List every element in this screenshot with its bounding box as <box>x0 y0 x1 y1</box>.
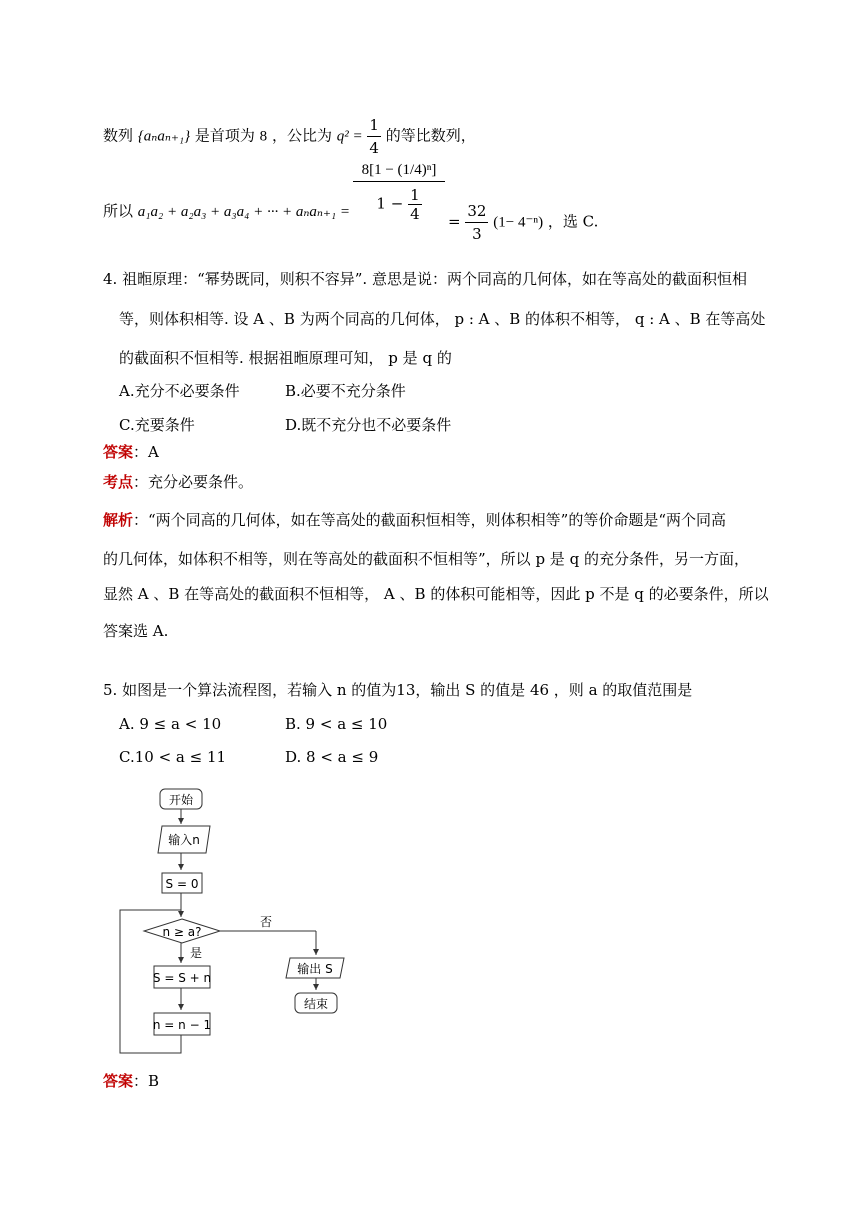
no-label: 否 <box>260 915 273 929</box>
big-fraction <box>353 162 445 223</box>
q4-option-a: A.充分不必要条件 <box>119 382 240 400</box>
topic: ：充分必要条件。 <box>133 473 254 491</box>
den: 4 <box>369 139 379 157</box>
text: 的等比数列， <box>385 126 476 145</box>
math: q² = <box>336 128 363 145</box>
den: 3 <box>472 225 482 243</box>
q4-analysis-3: 显然 A 、B 在等高处的截面积不恒相等， A 、B 的体积可能相等，因此 p 不是 q 的必要条件，所以 <box>103 585 769 603</box>
condition-label: n ≥ a? <box>162 925 202 939</box>
q5-option-c: C.10 < a ≤ 11 <box>119 748 227 766</box>
q4-line3: 的截面积不恒相等. 根据祖暅原理可知， p 是 q 的 <box>119 349 452 367</box>
init-label: S = 0 <box>165 877 199 891</box>
topic-label: 考点 <box>103 473 134 491</box>
sum-equation <box>103 200 350 223</box>
math: {aₙaₙ₊₁} <box>137 128 191 145</box>
small-frac <box>408 186 422 223</box>
q4-analysis-2: 的几何体，如体积不相等，则在等高处的截面积不恒相等”，所以 p 是 q 的充分条件，另一方面， <box>103 550 749 568</box>
analysis-label: 解析 <box>103 511 134 529</box>
q5-answer <box>103 1070 159 1092</box>
q4-option-b: B.必要不充分条件 <box>285 382 406 400</box>
q4-answer <box>103 441 159 463</box>
text: 是首项为 <box>194 126 255 145</box>
flowchart <box>110 780 370 1065</box>
text: 所以 <box>103 202 134 220</box>
result <box>448 200 598 245</box>
text: 1 − <box>376 194 404 213</box>
analysis: ：“两个同高的几何体，如在等高处的截面积恒相等，则体积相等”的等价命题是“两个同高 <box>133 511 727 529</box>
q4-option-d: D.既不充分也不必要条件 <box>285 416 452 434</box>
end-label: 结束 <box>303 997 329 1011</box>
math: (1− 4⁻ⁿ) <box>493 214 544 231</box>
math: a₁a₂ + a₂a₃ + a₃a₄ + ··· + aₙaₙ₊₁ = <box>137 204 350 220</box>
text: = <box>448 212 461 231</box>
yes-label: 是 <box>190 946 203 960</box>
q4-topic <box>103 471 253 493</box>
num: 1 <box>410 186 420 204</box>
update-s-label: S = S + n <box>152 971 212 985</box>
text: ，公比为 <box>271 126 332 145</box>
num: 32 <box>465 200 488 223</box>
start-label: 开始 <box>168 793 194 807</box>
fraction <box>367 114 381 159</box>
q4-analysis-4: 答案选 A. <box>103 622 169 640</box>
q4-line2: 等，则体积相等. 设 A 、B 为两个同高的几何体， p : A 、B 的体积不相等， q : A 、B 在等高处 <box>119 310 766 328</box>
q4-option-c: C.充要条件 <box>119 416 195 434</box>
den: 4 <box>410 205 420 223</box>
update-n-label: n = n − 1 <box>152 1018 212 1032</box>
answer: ：A <box>133 443 159 461</box>
q5-option-d: D. 8 < a ≤ 9 <box>285 748 379 766</box>
output-label: 输出 S <box>297 962 333 976</box>
result-frac <box>465 200 488 245</box>
big-num: 8[1 − (1/4)ⁿ] <box>353 162 445 182</box>
sequence-statement <box>103 114 476 159</box>
answer-label: 答案 <box>103 443 134 461</box>
q5-option-a: A. 9 ≤ a < 10 <box>119 715 222 733</box>
q5-stem: 5. 如图是一个算法流程图，若输入 n 的值为13，输出 S 的值是 46 ，则 a 的取值范围是 <box>103 681 693 699</box>
input-label: 输入n <box>168 833 200 847</box>
big-den <box>353 186 445 223</box>
answer-label: 答案 <box>103 1072 134 1090</box>
text: 数列 <box>103 126 134 145</box>
q4-analysis <box>103 509 726 531</box>
text: ，选 C. <box>547 212 599 231</box>
num: 1 <box>367 114 381 137</box>
answer: ：B <box>133 1072 160 1090</box>
q4-line1: 4. 祖暅原理：“幂势既同，则积不容异”. 意思是说：两个同高的几何体，如在等高处的截面积恒相 <box>103 270 747 288</box>
math: 8 <box>259 128 268 145</box>
q5-option-b: B. 9 < a ≤ 10 <box>285 715 388 733</box>
